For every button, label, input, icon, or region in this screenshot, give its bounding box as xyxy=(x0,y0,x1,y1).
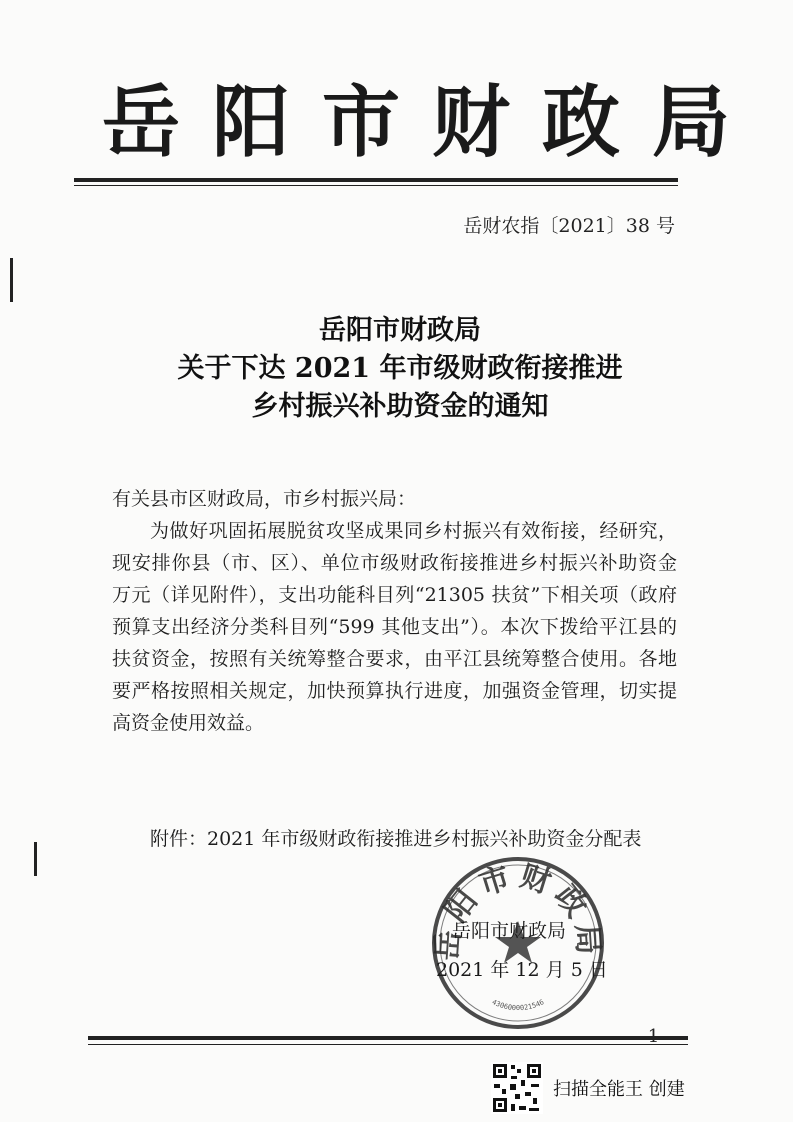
svg-text:4306000021546 xyxy=(491,998,546,1012)
body-paragraph: 为做好巩固拓展脱贫攻坚成果同乡村振兴有效衔接，经研究，现安排你县（市、区）、单位市级财政衔接推进乡村振兴补助资金 万元（详见附件），支出功能科目列“21305 扶贫”下相关项（政府预算支出经济分类科目列“599 其他支出”）。本次下拨给平江县的扶贫资金，按照有关统筹整合要求，由平江县统筹整合使用。各地要严格按照相关规定，加快预算执行进度，加强资金管理，切实提高资金使用效益。 xyxy=(112,520,716,734)
scan-margin-mark xyxy=(10,258,13,302)
qr-code-icon xyxy=(491,1062,543,1114)
footer-rule-thin xyxy=(88,1044,688,1045)
scan-margin-mark xyxy=(34,842,37,876)
document-number: 岳财农指〔2021〕38 号 xyxy=(463,215,675,237)
scanner-watermark: 扫描全能王 创建 xyxy=(553,1079,685,1100)
attachment-line: 附件：2021 年市级财政衔接推进乡村振兴补助资金分配表 xyxy=(150,828,642,850)
seal-text: 岳阳市财政局 xyxy=(430,858,606,962)
signature-date: 2021 年 12 月 5 日 xyxy=(436,959,608,981)
header-rule-thick xyxy=(74,178,678,182)
page-number: — 1 — xyxy=(624,1026,683,1047)
agency-header: 岳阳市财政局 xyxy=(102,77,763,168)
signature-organization: 岳阳市财政局 xyxy=(452,920,567,942)
document-title xyxy=(120,312,680,426)
official-seal xyxy=(430,855,606,1031)
footer-rule-thick xyxy=(88,1036,688,1040)
title-line-3: 乡村振兴补助资金的通知 xyxy=(251,391,549,422)
title-line-1: 岳阳市财政局 xyxy=(319,315,481,346)
title-line-2: 关于下达 2021 年市级财政衔接推进 xyxy=(177,353,623,384)
header-rule-thin xyxy=(74,185,678,186)
salutation: 有关县市区财政局，市乡村振兴局： xyxy=(112,488,417,510)
seal-code: 4306000021546 xyxy=(490,998,546,1013)
